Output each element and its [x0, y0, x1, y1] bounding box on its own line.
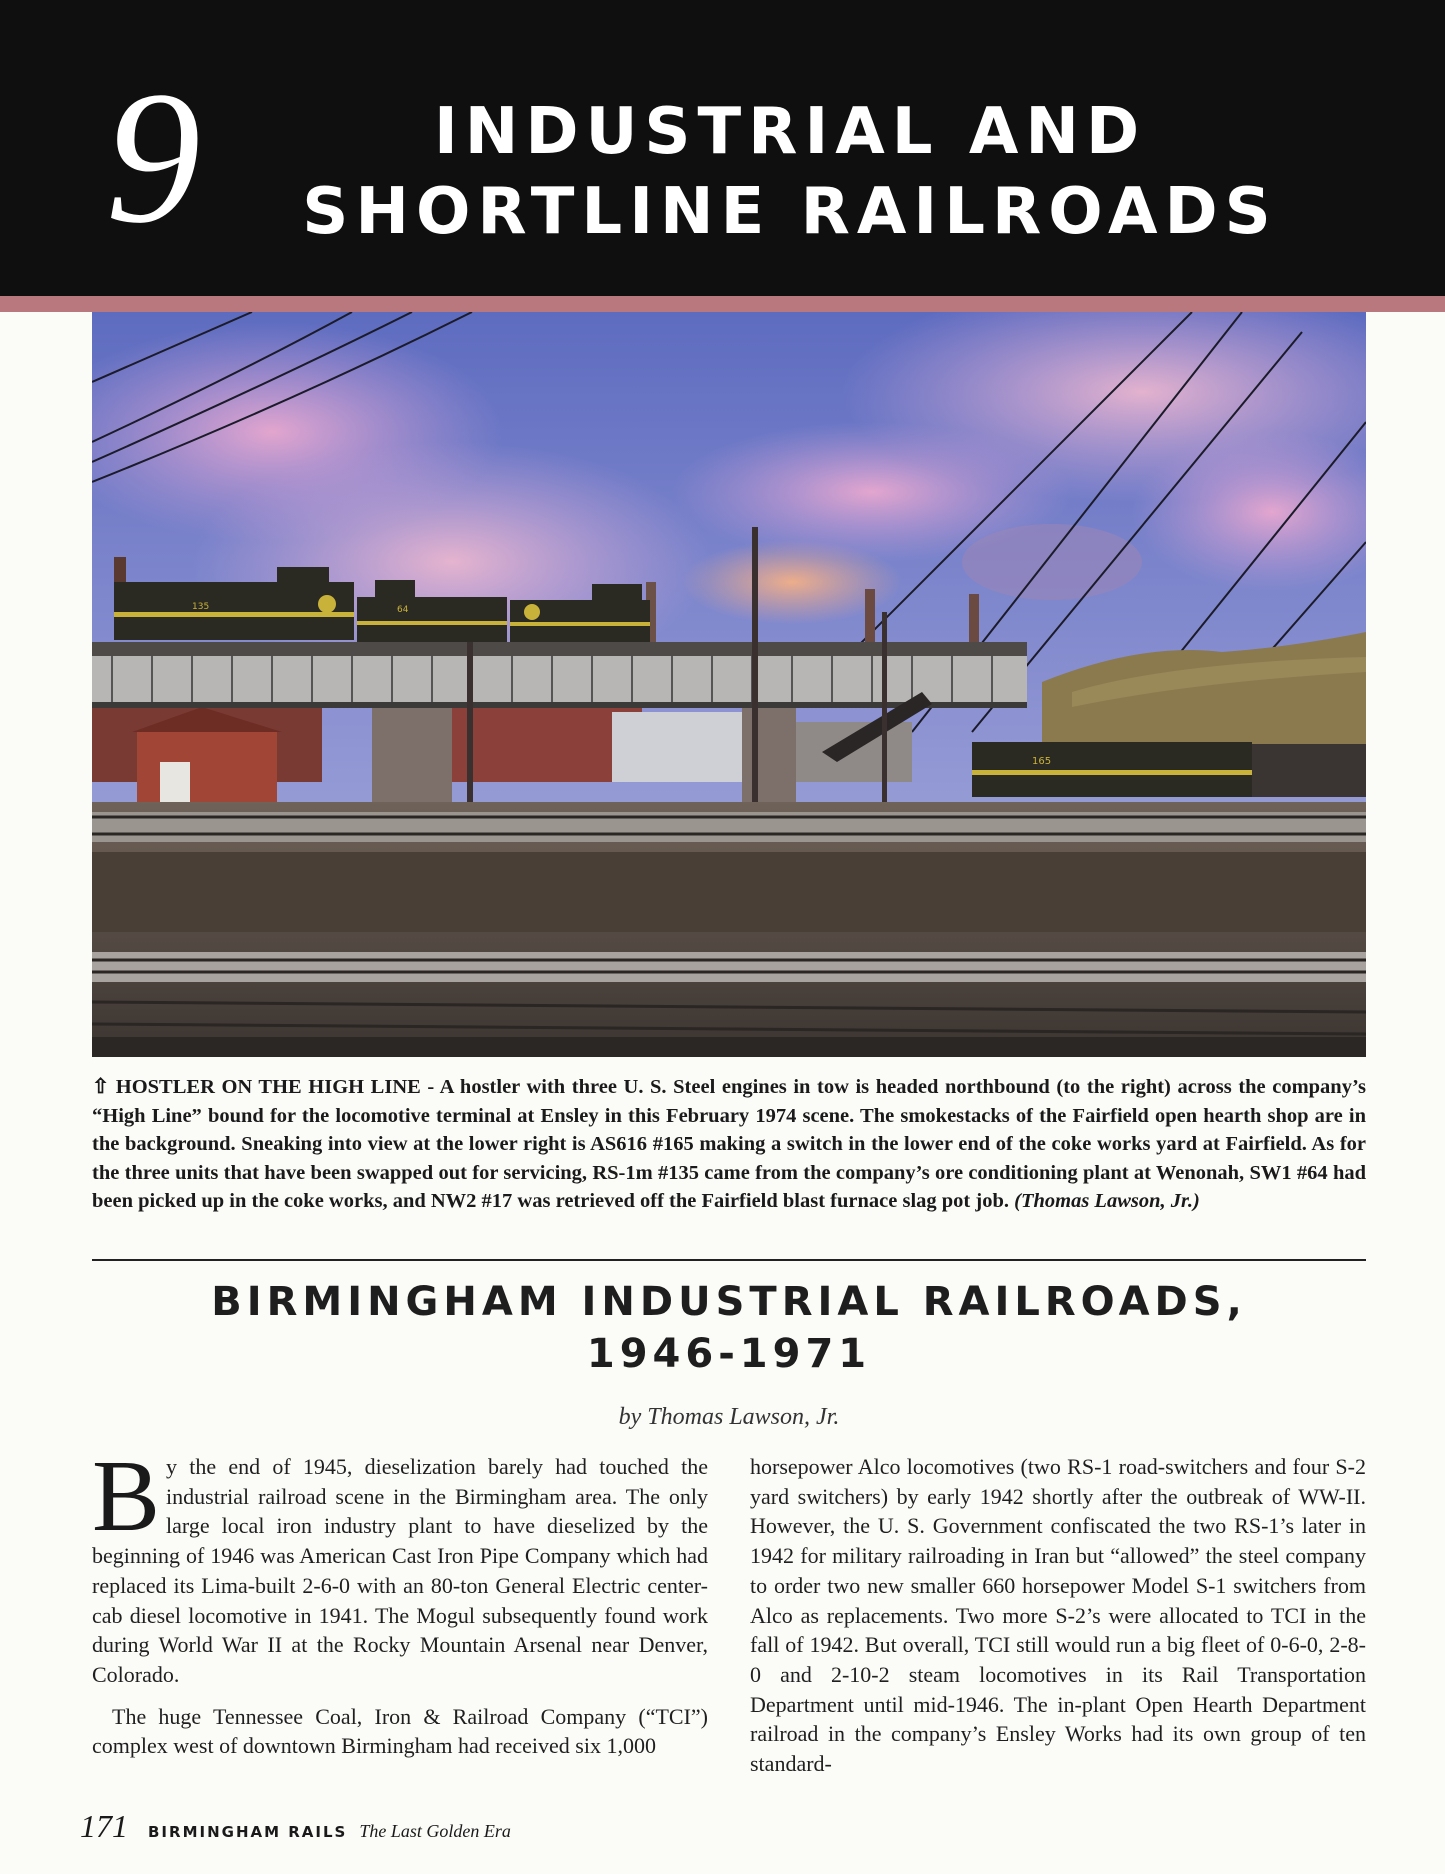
- chapter-title-line2: SHORTLINE RAILROADS: [302, 175, 1278, 249]
- section-divider: [92, 1259, 1366, 1261]
- accent-stripe: [0, 296, 1445, 312]
- article-title-line1: BIRMINGHAM INDUSTRIAL RAILROADS,: [211, 1279, 1247, 1325]
- page-number: 171: [80, 1808, 128, 1844]
- chapter-title: [290, 92, 1290, 252]
- article-byline: by Thomas Lawson, Jr.: [618, 1404, 840, 1430]
- locomotive-number-64: 64: [397, 605, 409, 615]
- chapter-title-line1: INDUSTRIAL AND: [433, 95, 1147, 169]
- railroad-photo: [92, 312, 1366, 1057]
- article-column-left: [92, 1440, 708, 1761]
- article-paragraph-3: horsepower Alco locomotives (two RS-1 road-switchers and four S-2 yard switchers) by early 1942 shortly after the outbreak of WW-II. However, the U. S. Government confiscated the two RS-1’s later in 1942 for military railroading in Iran but “allowed” the steel company to order two new smaller 660 horsepower Model S-1 switchers from Alco as replacements. Two more S-2’s were allocated to TCI in the fall of 1942. But overall, TCI still would run a big fleet of 0-6-0, 2-8-0 and 2-10-2 steam locomotives in its Rail Transportation Department until mid-1946. The in-plant Open Hearth Department railroad in the company’s Ensley Works had its own group of ten standard-: [750, 1454, 1366, 1777]
- article-paragraph-1: [92, 1440, 708, 1690]
- photo-illustration: [92, 312, 1366, 1057]
- locomotive-165: [972, 742, 1366, 797]
- svg-text:165: 165: [1032, 756, 1052, 767]
- caption-text: ⇧ HOSTLER ON THE HIGH LINE - A hostler with three U. S. Steel engines in tow is headed northbound (to the right) across the company’s “High Line” bound for the locomotive terminal at Ensley in this February 1974 scene. The smokestacks of the Fairfield open hearth shop are in the background. Sneaking into view at the lower right is AS616 #165 making a switch in the lower end of the coke works yard at Fairfield. As for the three units that have been swapped out for servicing, RS-1m #135 came from the company’s ore conditioning plant at Wenonah, SW1 #64 had been picked up in the coke works, and NW2 #17 was retrieved off the Fairfield blast furnace slag pot job.: [92, 1076, 1366, 1212]
- chapter-number: 9: [105, 53, 201, 263]
- article-title-line2: 1946-1971: [586, 1331, 872, 1377]
- page-footer: [80, 1808, 511, 1848]
- photo-caption: [92, 1073, 1366, 1216]
- drop-cap: B: [92, 1440, 161, 1553]
- paragraph-1-text: y the end of 1945, dieselization barely had touched the industrial railroad scene in the Birmingham area. The only large local iron industry plant to have dieselized by the beginning of 1946 was American Cast Iron Pipe Company which had replaced its Lima-built 2-6-0 with an 80-ton General Electric center-cab diesel locomotive in 1941. The Mogul subsequently found work during World War II at the Rocky Mountain Arsenal near Denver, Colorado.: [92, 1454, 708, 1687]
- locomotive-number-135: 135: [192, 602, 210, 612]
- caption-credit: (Thomas Lawson, Jr.): [1014, 1190, 1200, 1212]
- article-title: [92, 1276, 1366, 1380]
- article-paragraph-2: The huge Tennessee Coal, Iron & Railroad Company (“TCI”) complex west of downtown Birmingham had received six 1,000: [92, 1703, 708, 1759]
- footer-subtitle: The Last Golden Era: [359, 1821, 511, 1841]
- article-column-right: [750, 1452, 1366, 1779]
- footer-book-title: BIRMINGHAM RAILS: [148, 1823, 348, 1841]
